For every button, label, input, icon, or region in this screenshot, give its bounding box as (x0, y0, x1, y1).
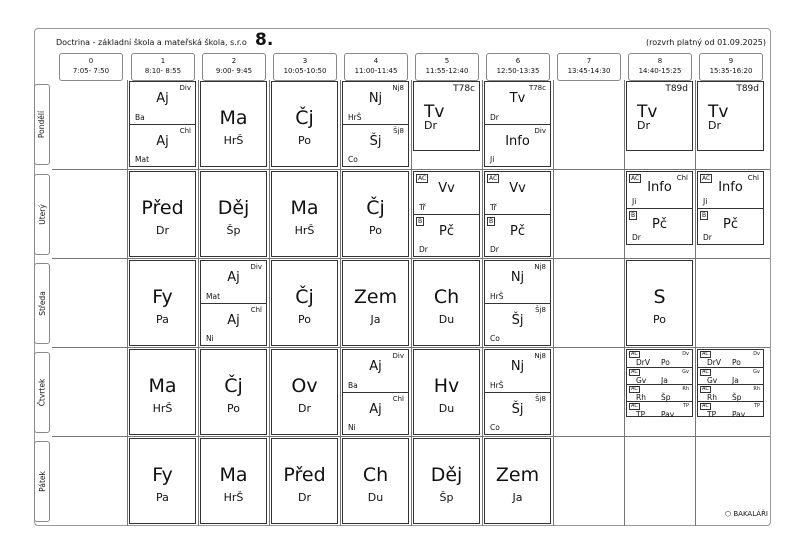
lesson-mon_p6[interactable] (484, 81, 551, 167)
period-number: 9 (728, 57, 734, 65)
elective-row (698, 367, 763, 384)
teacher: Po (661, 358, 670, 367)
period-header-5 (415, 53, 479, 81)
group-code: Nj8 (534, 263, 546, 271)
lesson-mon_p9[interactable] (697, 81, 764, 151)
teacher: Šp (226, 224, 241, 238)
lesson-group-b (698, 208, 763, 244)
subject: TP (636, 410, 646, 419)
room-code: T89d (665, 84, 688, 94)
group-code: Chl (747, 174, 759, 182)
teacher: Pa (156, 491, 169, 505)
group-code: T78c (528, 84, 546, 92)
subject: Vv (509, 181, 526, 197)
subject: Pč (439, 224, 454, 240)
lesson-wed_p4[interactable] (342, 260, 409, 346)
subject: Před (283, 464, 326, 487)
day-header-mon (34, 84, 50, 165)
teacher: HrŠ (152, 402, 173, 416)
lesson-mon_p1[interactable] (129, 81, 196, 167)
room-code: T89d (736, 84, 759, 94)
day-label: Pondělí (37, 110, 47, 139)
room-code: T78c (453, 84, 475, 94)
subject: Šj (511, 402, 524, 418)
teacher: Ji (703, 197, 708, 206)
subject: Ma (219, 464, 248, 487)
group-code: Chl (676, 174, 688, 182)
subject: Gv (707, 376, 718, 385)
teacher: Ba (348, 381, 358, 390)
lesson-thu_p8[interactable] (626, 349, 693, 417)
teacher: Dr (490, 113, 499, 122)
subject: Pč (652, 216, 667, 232)
group-code: Div (179, 84, 191, 92)
lesson-thu_p2[interactable] (200, 349, 267, 435)
group-badge: B (418, 218, 423, 225)
teacher: Du (438, 402, 455, 416)
subject: Tv (424, 102, 445, 123)
teacher: Tř (490, 203, 497, 212)
group-badge: AC (631, 403, 638, 409)
subject: Čj (295, 286, 314, 309)
group-code: Div (534, 127, 546, 135)
subject: Fy (152, 464, 173, 487)
group-badge: AC (702, 403, 709, 409)
day-label: Pátek (37, 471, 47, 492)
period-header-1 (131, 53, 195, 81)
lesson-wed_p3[interactable] (271, 260, 338, 346)
period-number: 0 (88, 57, 94, 65)
period-header-7 (557, 53, 621, 81)
period-number: 5 (444, 57, 450, 65)
period-number: 4 (373, 57, 379, 65)
lesson-thu_p1[interactable] (129, 349, 196, 435)
lesson-group-b (485, 214, 550, 256)
group-code: Nj8 (392, 84, 404, 92)
teacher: Ja (370, 313, 381, 327)
subject: Aj (369, 359, 382, 375)
period-time: 14:40-15:25 (638, 67, 682, 75)
period-header-8 (628, 53, 692, 81)
subject: Aj (369, 402, 382, 418)
lesson-tue_p8[interactable] (626, 171, 693, 245)
lesson-fri_p5[interactable] (413, 438, 480, 524)
period-time: 8:10- 8:55 (144, 67, 182, 75)
lesson-tue_p1[interactable] (129, 171, 196, 257)
teacher: Po (732, 358, 741, 367)
teacher: Dr (424, 119, 437, 132)
period-header-4 (344, 53, 408, 81)
teacher: Po (653, 313, 666, 327)
lesson-group-b (130, 124, 195, 166)
teacher: Po (369, 224, 382, 238)
teacher: Tř (419, 203, 426, 212)
subject: Ma (219, 107, 248, 130)
day-header-thu (34, 352, 50, 433)
period-header-3 (273, 53, 337, 81)
subject: Aj (156, 134, 169, 150)
lesson-main (698, 82, 763, 150)
teacher: Dr (703, 233, 712, 242)
lesson-main (627, 82, 692, 150)
subject: Aj (227, 270, 240, 286)
period-number: 2 (231, 57, 237, 65)
timetable-grid (52, 80, 770, 526)
teacher: Šp (661, 393, 671, 402)
day-header-wed (34, 263, 50, 344)
teacher: Ja (732, 376, 739, 385)
teacher: Ji (632, 197, 637, 206)
group-code: Nj8 (534, 352, 546, 360)
day-header-tue (34, 174, 50, 255)
teacher: Ja (661, 376, 668, 385)
teacher: HrŠ (490, 292, 504, 301)
teacher: Mat (135, 155, 150, 164)
group-badge: AC (702, 351, 709, 357)
subject: Info (718, 179, 743, 195)
validity-note: (rozvrh platný od 01.09.2025) (646, 38, 766, 47)
subject: Zem (495, 464, 540, 487)
lesson-wed_p8[interactable] (626, 260, 693, 346)
lesson-main (414, 82, 479, 150)
period-number: 8 (657, 57, 663, 65)
lesson-fri_p6[interactable] (484, 438, 551, 524)
teacher: HrŠ (294, 224, 315, 238)
group-code: Div (392, 352, 404, 360)
teacher: HrŠ (223, 134, 244, 148)
subject: S (653, 286, 666, 309)
lesson-thu_p3[interactable] (271, 349, 338, 435)
day-label: Čtvrtek (37, 378, 47, 407)
subject: Ch (362, 464, 389, 487)
period-header-0 (59, 53, 123, 81)
group-code: Gv (753, 369, 760, 375)
lesson-group-b (343, 392, 408, 434)
elective-row (627, 367, 692, 384)
lesson-group-a (698, 172, 763, 208)
lesson-group-b (485, 303, 550, 345)
period-header-9 (699, 53, 763, 81)
group-code: Div (250, 263, 262, 271)
lesson-mon_p2[interactable] (200, 81, 267, 167)
teacher: Co (348, 155, 358, 164)
teacher: Mat (206, 292, 221, 301)
lesson-mon_p3[interactable] (271, 81, 338, 167)
lesson-group-a (485, 261, 550, 303)
lesson-tue_p9[interactable] (697, 171, 764, 245)
period-time: 10:05-10:50 (283, 67, 327, 75)
group-badge: AC (418, 175, 427, 182)
period-number: 1 (160, 57, 166, 65)
elective-row (627, 401, 692, 418)
subject: Nj (368, 91, 383, 107)
subject: Rh (636, 393, 646, 402)
subject: Aj (156, 91, 169, 107)
subject: Pč (723, 216, 738, 232)
elective-row (698, 401, 763, 418)
period-time: 15:35-16:20 (709, 67, 753, 75)
lesson-tue_p3[interactable] (271, 171, 338, 257)
subject: Čj (366, 197, 385, 220)
group-code: Šj8 (535, 306, 546, 314)
teacher: Dr (490, 245, 499, 254)
lesson-group-b (485, 392, 550, 434)
lesson-group-b (201, 303, 266, 345)
subject: Ch (433, 286, 460, 309)
lesson-fri_p4[interactable] (342, 438, 409, 524)
teacher: Dr (637, 119, 650, 132)
lesson-group-b (343, 124, 408, 166)
period-time: 11:00-11:45 (354, 67, 398, 75)
lesson-wed_p6[interactable] (484, 260, 551, 346)
subject: TP (707, 410, 717, 419)
subject: Děj (217, 197, 250, 220)
lesson-thu_p4[interactable] (342, 349, 409, 435)
elective-row (627, 384, 692, 401)
subject: Děj (430, 464, 463, 487)
subject: Čj (224, 375, 243, 398)
teacher: Co (490, 423, 500, 432)
lesson-tue_p6[interactable] (484, 171, 551, 257)
lesson-group-a (485, 82, 550, 124)
day-header-fri (34, 441, 50, 522)
lesson-group-a (414, 172, 479, 214)
group-badge: B (631, 212, 636, 219)
lesson-group-a (485, 350, 550, 392)
lesson-group-a (485, 172, 550, 214)
teacher: Ni (206, 334, 214, 343)
teacher: Ni (348, 423, 356, 432)
period-header-6 (486, 53, 550, 81)
subject: Nj (510, 359, 525, 375)
group-badge: B (702, 212, 707, 219)
period-time: 11:55-12:40 (425, 67, 469, 75)
group-code: Šj8 (393, 127, 404, 135)
teacher: Pav (732, 410, 746, 419)
lesson-fri_p1[interactable] (129, 438, 196, 524)
subject: Zem (353, 286, 398, 309)
group-code: Gv (682, 369, 689, 375)
subject: Vv (438, 181, 455, 197)
lesson-wed_p5[interactable] (413, 260, 480, 346)
teacher: Du (367, 491, 384, 505)
teacher: Pav (661, 410, 675, 419)
class-name: 8. (255, 30, 274, 50)
lesson-group-a (130, 82, 195, 124)
teacher: Ji (490, 155, 495, 164)
day-label: Úterý (37, 204, 47, 225)
period-time: 12:50-13:35 (496, 67, 540, 75)
subject: Před (141, 197, 184, 220)
lesson-group-b (485, 124, 550, 166)
period-number: 6 (515, 57, 521, 65)
school-name: Doctrina - základní škola a mateřská škola, s.r.o (56, 38, 247, 47)
group-badge: AC (489, 175, 498, 182)
group-badge: AC (702, 175, 711, 182)
teacher: HrŠ (348, 113, 362, 122)
subject: Rh (707, 393, 717, 402)
group-badge: B (489, 218, 494, 225)
teacher: Ba (135, 113, 145, 122)
lesson-mon_p5[interactable] (413, 81, 480, 151)
teacher: Du (438, 313, 455, 327)
lesson-group-a (201, 261, 266, 303)
period-number: 3 (302, 57, 308, 65)
subject: Tv (708, 102, 729, 123)
group-badge: AC (631, 175, 640, 182)
lesson-wed_p1[interactable] (129, 260, 196, 346)
group-code: Dv (682, 351, 689, 357)
subject: Info (647, 179, 672, 195)
teacher: Pa (156, 313, 169, 327)
lesson-group-a (627, 172, 692, 208)
lesson-thu_p6[interactable] (484, 349, 551, 435)
day-label: Středa (37, 291, 47, 316)
teacher: Dr (708, 119, 721, 132)
group-code: Rh (753, 386, 760, 392)
teacher: Po (298, 313, 311, 327)
teacher: Šp (732, 393, 742, 402)
teacher: HrŠ (490, 381, 504, 390)
subject: Hv (433, 375, 460, 398)
subject: Nj (510, 270, 525, 286)
subject: Pč (510, 224, 525, 240)
subject: Tv (637, 102, 658, 123)
lesson-thu_p9[interactable] (697, 349, 764, 417)
lesson-fri_p3[interactable] (271, 438, 338, 524)
group-badge: AC (631, 386, 638, 392)
period-time: 7:05- 7:50 (72, 67, 110, 75)
teacher: Ja (512, 491, 523, 505)
subject: Ma (290, 197, 319, 220)
subject: Tv (509, 91, 526, 107)
teacher: HrŠ (223, 491, 244, 505)
logo-icon: ⬡ (725, 510, 732, 518)
group-code: Chl (250, 306, 262, 314)
teacher: Po (298, 134, 311, 148)
subject: Aj (227, 313, 240, 329)
elective-row (698, 350, 763, 367)
subject: Ma (148, 375, 177, 398)
group-code: Chl (179, 127, 191, 135)
group-code: Šj8 (535, 395, 546, 403)
lesson-wed_p2[interactable] (200, 260, 267, 346)
teacher: Dr (156, 224, 169, 238)
lesson-thu_p5[interactable] (413, 349, 480, 435)
subject: Gv (636, 376, 647, 385)
lesson-group-b (627, 208, 692, 244)
lesson-tue_p5[interactable] (413, 171, 480, 257)
subject: Šj (511, 313, 524, 329)
teacher: Dr (632, 233, 641, 242)
teacher: Dr (298, 491, 311, 505)
lesson-mon_p8[interactable] (626, 81, 693, 151)
period-time: 9:00- 9:45 (215, 67, 253, 75)
group-code: Chl (392, 395, 404, 403)
lesson-tue_p4[interactable] (342, 171, 409, 257)
subject: Info (505, 134, 530, 150)
teacher: Co (490, 334, 500, 343)
lesson-group-a (343, 82, 408, 124)
group-code: Dv (753, 351, 760, 357)
bakalari-logo: ⬡ BAKALÁŘI (725, 510, 768, 518)
period-header-2 (202, 53, 266, 81)
group-badge: AC (702, 369, 709, 375)
lesson-tue_p2[interactable] (200, 171, 267, 257)
subject: Čj (295, 107, 314, 130)
subject: DrV (636, 358, 650, 367)
teacher: Šp (439, 491, 454, 505)
elective-row (627, 350, 692, 367)
teacher: Po (227, 402, 240, 416)
period-number: 7 (586, 57, 592, 65)
teacher: Dr (298, 402, 311, 416)
elective-row (698, 384, 763, 401)
period-time: 13:45-14:30 (567, 67, 611, 75)
lesson-mon_p4[interactable] (342, 81, 409, 167)
subject: DrV (707, 358, 721, 367)
subject: Fy (152, 286, 173, 309)
subject: Šj (369, 134, 382, 150)
group-code: TP (753, 403, 760, 409)
lesson-group-b (414, 214, 479, 256)
subject: Ov (291, 375, 318, 398)
lesson-group-a (343, 350, 408, 392)
group-badge: AC (631, 369, 638, 375)
group-code: Rh (682, 386, 689, 392)
group-code: TP (682, 403, 689, 409)
teacher: Dr (419, 245, 428, 254)
group-badge: AC (702, 386, 709, 392)
group-badge: AC (631, 351, 638, 357)
lesson-fri_p2[interactable] (200, 438, 267, 524)
